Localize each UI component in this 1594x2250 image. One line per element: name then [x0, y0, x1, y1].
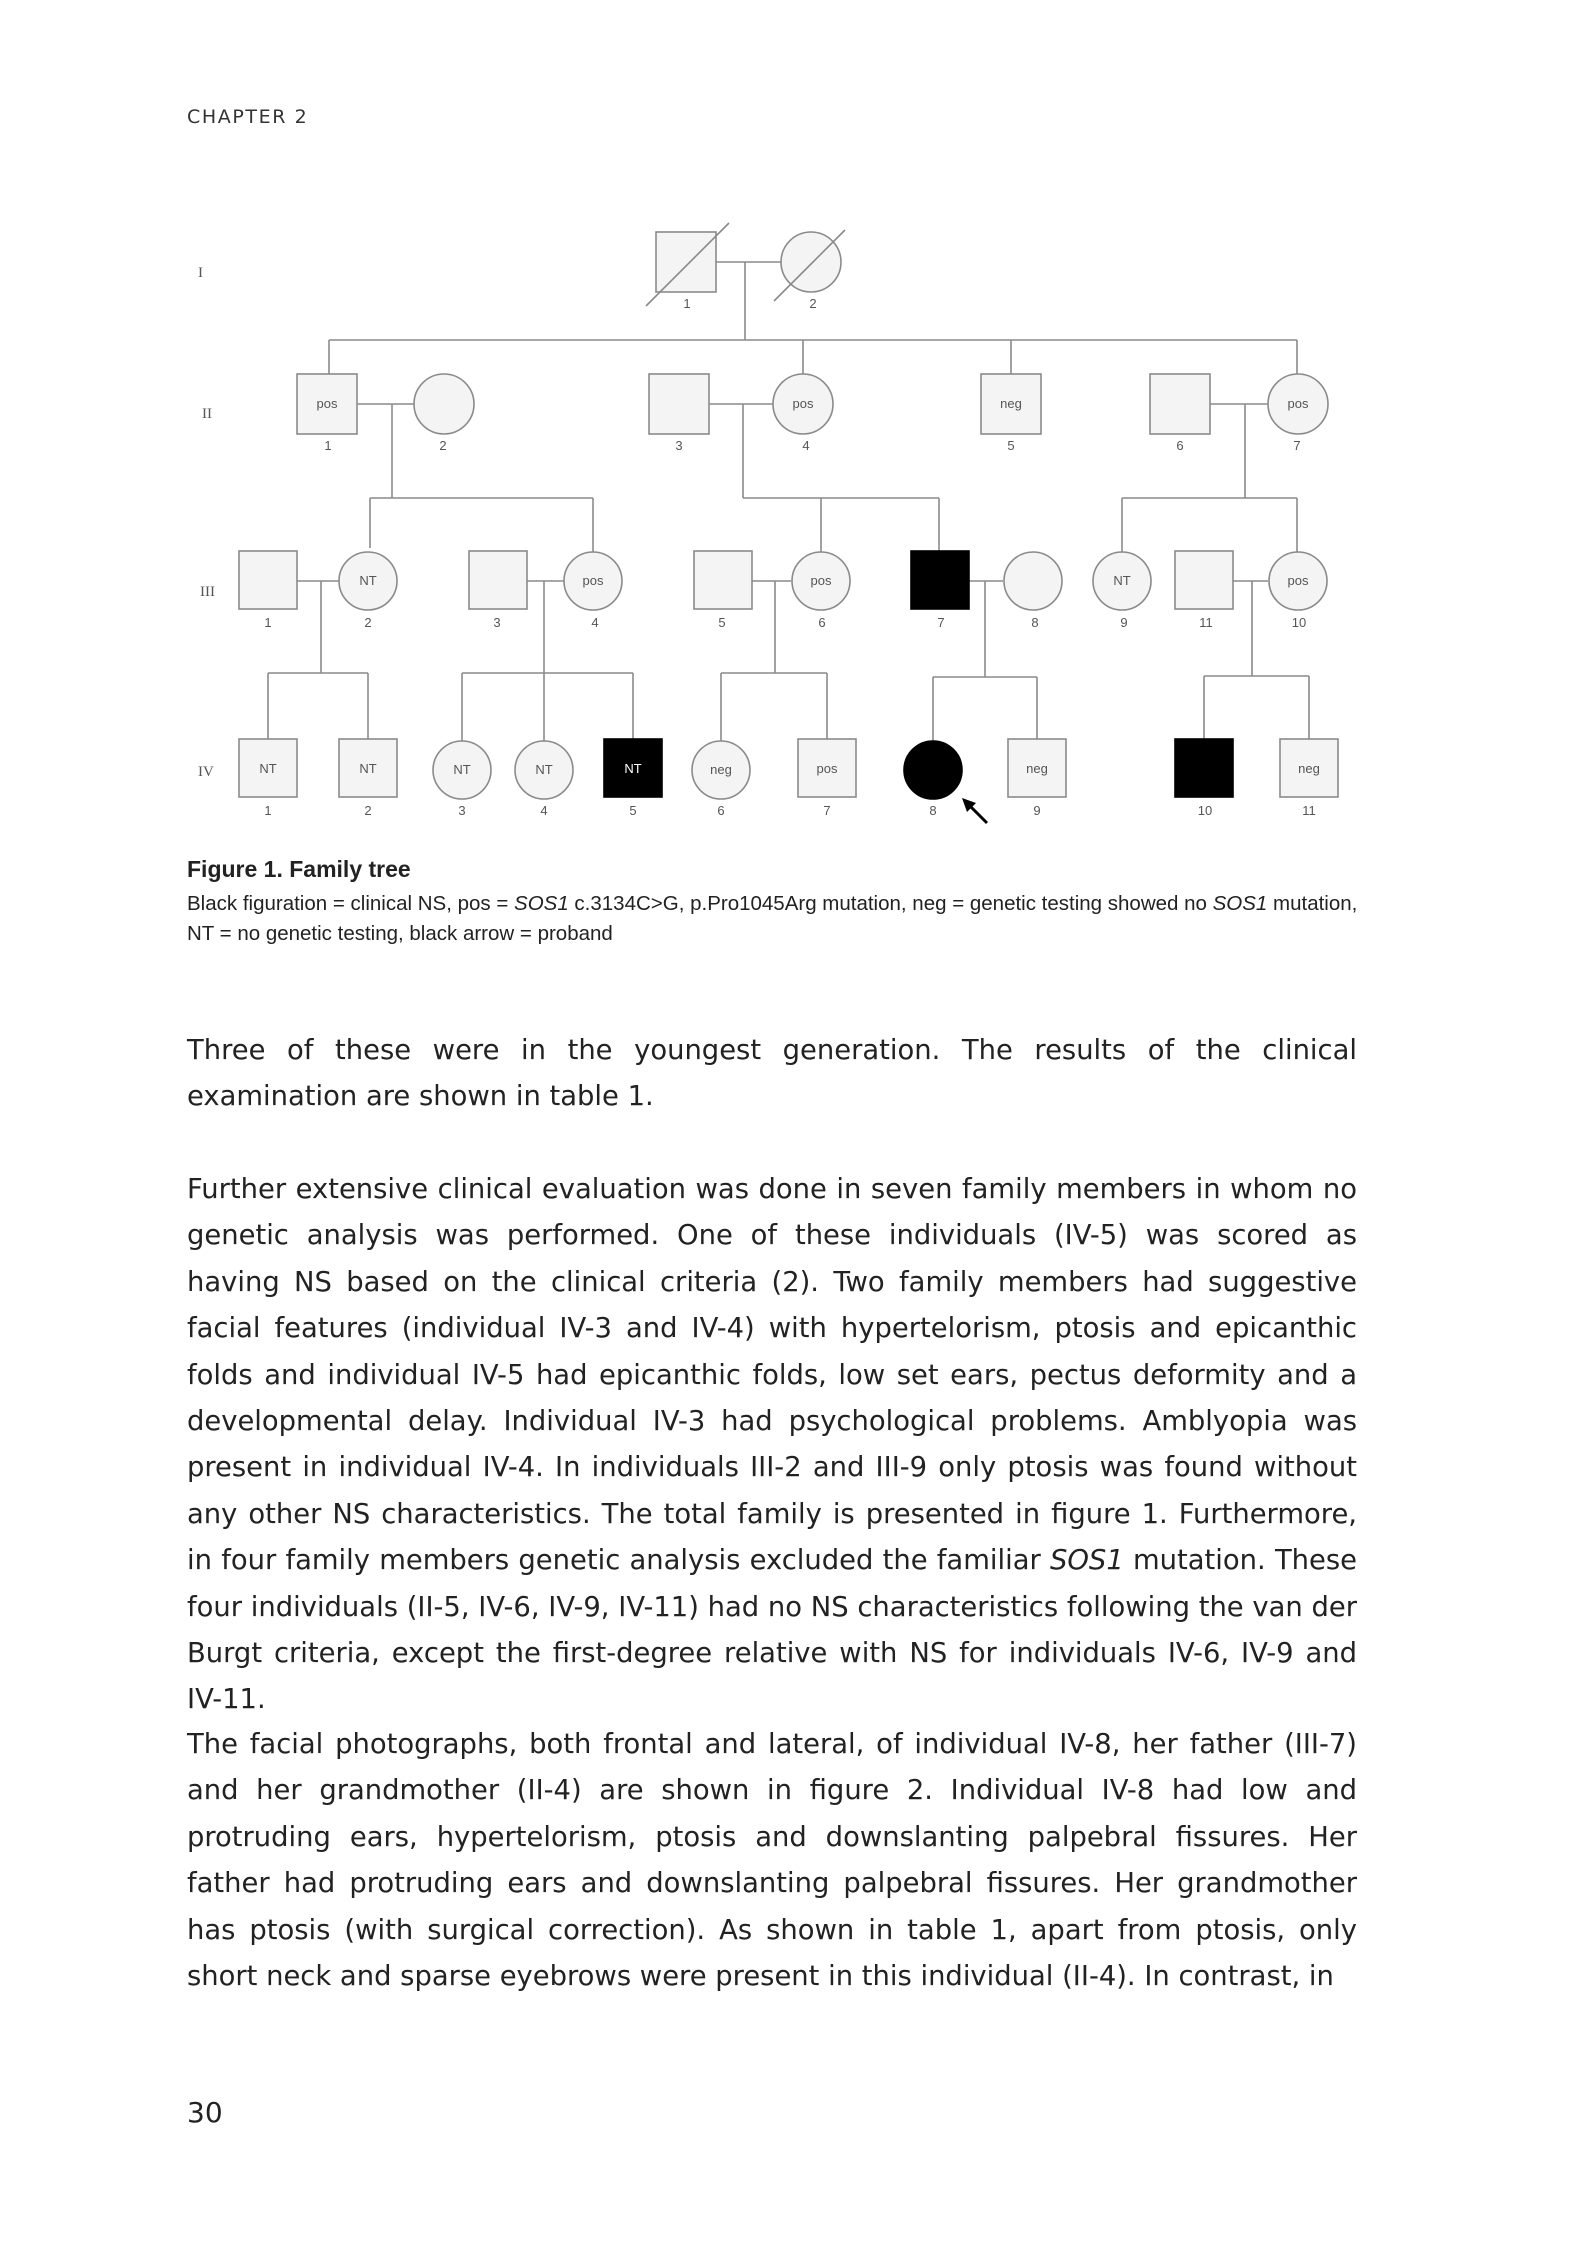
individual-IV-4	[515, 741, 573, 818]
individual-number: 1	[683, 296, 691, 311]
individual-III-7	[911, 551, 969, 630]
generation-label-4: IV	[198, 764, 214, 780]
test-label: NT	[359, 761, 377, 776]
generation-label-1: I	[198, 265, 203, 281]
test-label: neg	[710, 762, 732, 777]
individual-number: 3	[458, 803, 466, 818]
individual-number: 10	[1197, 803, 1213, 818]
test-label: pos	[792, 396, 814, 411]
page-number: 30	[187, 2096, 223, 2129]
test-label: NT	[535, 762, 553, 777]
individual-IV-7	[798, 739, 856, 818]
individual-III-2	[339, 552, 397, 630]
individual-IV-3	[433, 741, 491, 818]
test-label: NT	[359, 573, 377, 588]
test-label: NT	[624, 761, 642, 776]
figure-caption	[187, 856, 1367, 949]
individual-II-4	[773, 374, 833, 453]
individual-number: 8	[1031, 615, 1039, 630]
individual-number: 9	[1120, 615, 1128, 630]
individual-II-6	[1150, 374, 1210, 453]
individual-number: 11	[1302, 803, 1316, 818]
gene-name: SOS1	[514, 892, 569, 915]
individual-III-1	[239, 551, 297, 630]
individual-number: 11	[1199, 615, 1213, 630]
paragraph-text: The facial photographs, both frontal and lateral, of individual IV-8, her father (III-7) and her grandmother (II-4) are shown in figure 2. Individual IV-8 had low and protruding ears, hypertelorism, ptosis and downslanting palpebral fissures. Her father had protruding ears and downslanting palpebral fissures. Her grandmother has ptosis (with surgical correction). As shown in table 1, apart from ptosis, only short neck and sparse eyebrows were present in this individual (II-4). In contrast, in	[187, 1729, 1357, 1993]
individual-IV-2	[339, 739, 397, 818]
individual-number: 4	[802, 438, 810, 453]
individual-number: 6	[1176, 438, 1184, 453]
individual-II-7	[1268, 374, 1328, 453]
individual-number: 7	[823, 803, 831, 818]
individual-number: 7	[937, 615, 945, 630]
individual-number: 5	[629, 803, 637, 818]
test-label: neg	[1000, 396, 1022, 411]
individual-number: 4	[591, 615, 599, 630]
test-label: neg	[1026, 761, 1048, 776]
individual-II-5	[981, 374, 1041, 453]
individual-number: 5	[1007, 438, 1015, 453]
paragraph-text: Three of these were in the youngest generation. The results of the clinical examination are shown in table 1.	[187, 1035, 1357, 1113]
generation-label-2: II	[202, 406, 212, 422]
paragraph-1	[187, 1028, 1357, 1121]
individual-number: 5	[718, 615, 726, 630]
individual-IV-10	[1175, 739, 1233, 818]
individual-I-1	[646, 223, 729, 311]
paragraph-2	[187, 1167, 1357, 1724]
test-label: NT	[453, 762, 471, 777]
paragraph-3	[187, 1722, 1357, 2000]
individual-number: 2	[439, 438, 447, 453]
paragraph-span: mutation. These four individuals (II-5, IV-6, IV-9, IV-11) had no NS characteristics following the van der Burgt criteria, except the first-degree relative with NS for individuals IV-6, IV-9 and IV-11.	[187, 1545, 1358, 1716]
caption-text: mutation, NT = no genetic testing, black arrow = proband	[187, 892, 1358, 945]
caption-text: c.3134C>G, p.Pro1045Arg mutation, neg = genetic testing showed no	[568, 892, 1213, 915]
individual-IV-9	[1008, 739, 1066, 818]
test-label: neg	[1298, 761, 1320, 776]
test-label: pos	[810, 573, 832, 588]
individual-III-5	[694, 551, 752, 630]
individual-number: 2	[364, 803, 372, 818]
individual-number: 1	[324, 438, 332, 453]
figure-title: Figure 1. Family tree	[187, 856, 411, 882]
individual-III-11	[1175, 551, 1233, 630]
individual-IV-8	[904, 741, 962, 818]
individual-IV-1	[239, 739, 297, 818]
individual-IV-6	[692, 741, 750, 818]
individual-III-4	[564, 552, 622, 630]
individual-number: 3	[675, 438, 683, 453]
paragraph-text	[187, 1167, 1357, 1724]
individual-number: 1	[264, 615, 272, 630]
individual-IV-11	[1280, 739, 1338, 818]
individual-number: 2	[809, 296, 817, 311]
chapter-header: CHAPTER 2	[187, 106, 309, 128]
individual-number: 6	[818, 615, 826, 630]
generation-label-3: III	[200, 584, 215, 600]
individual-III-3	[469, 551, 527, 630]
individual-number: 8	[929, 803, 937, 818]
test-label: pos	[316, 396, 338, 411]
individual-III-8	[1004, 552, 1062, 630]
gene-name: SOS1	[1049, 1545, 1124, 1577]
individual-IV-5	[604, 739, 662, 818]
individual-II-1	[297, 374, 357, 453]
individual-number: 2	[364, 615, 372, 630]
individual-II-2	[414, 374, 474, 453]
individual-III-6	[792, 552, 850, 630]
individual-number: 4	[540, 803, 548, 818]
proband-arrow-icon	[962, 798, 987, 823]
test-label: NT	[1113, 573, 1131, 588]
pedigree-lines	[268, 262, 1309, 747]
test-label: pos	[1287, 573, 1309, 588]
test-label: pos	[816, 761, 838, 776]
test-label: NT	[259, 761, 277, 776]
caption-text: Black figuration = clinical NS, pos =	[187, 892, 515, 915]
gene-name: SOS1	[1212, 892, 1268, 915]
individual-III-10	[1269, 552, 1327, 630]
individual-II-3	[649, 374, 709, 453]
individual-I-2	[774, 230, 845, 311]
individual-number: 6	[717, 803, 725, 818]
individual-number: 3	[493, 615, 501, 630]
individual-number: 7	[1293, 438, 1301, 453]
figure-legend	[187, 889, 1367, 949]
test-label: pos	[1287, 396, 1309, 411]
individual-number: 9	[1033, 803, 1041, 818]
individual-number: 1	[264, 803, 272, 818]
test-label: pos	[582, 573, 604, 588]
pedigree-chart	[0, 0, 1594, 860]
individual-number: 10	[1291, 615, 1307, 630]
paragraph-span: Further extensive clinical evaluation was done in seven family members in whom no genetic analysis was performed. One of these individuals (IV-5) was scored as having NS based on the clinical criteria (2). Two family members had suggestive facial features (individual IV-3 and IV-4) with hypertelorism, ptosis and epicanthic folds and individual IV-5 had epicanthic folds, low set ears, pectus deformity and a developmental delay. Individual IV-3 had psychological problems. Amblyopia was present in individual IV-4. In individuals III-2 and III-9 only ptosis was found without any other NS characteristics. The total family is presented in figure 1. Furthermore, in four family members genetic analysis excluded the familiar	[187, 1174, 1357, 1577]
individual-III-9	[1093, 552, 1151, 630]
